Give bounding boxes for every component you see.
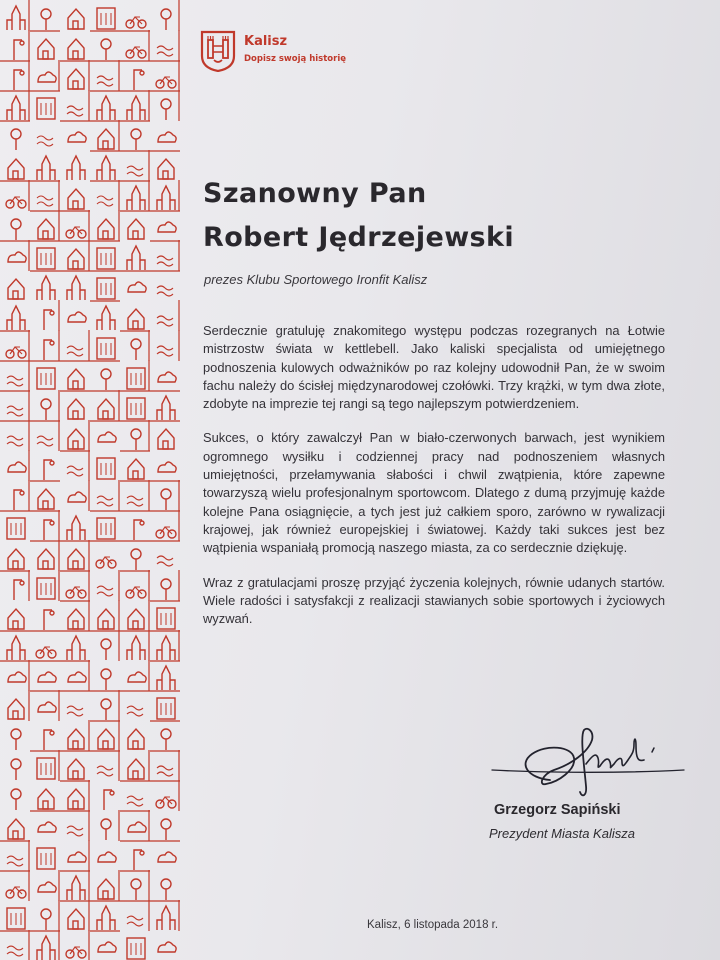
city-name: Kalisz bbox=[244, 34, 288, 49]
city-pattern-border bbox=[0, 0, 188, 960]
place-and-date: Kalisz, 6 listopada 2018 r. bbox=[367, 919, 499, 931]
city-crest-icon bbox=[200, 30, 236, 72]
paragraph: Sukces, o który zawalczył Pan w biało-czerwonych barwach, jest wynikiem ogromnego wysiłku i codziennej pracy nad podnoszeniem własnych umiejętności, przełamywania słabości i chwil zwątpienia, które zapewne towarzyszą wielu profesjonalnym sportowcom. Dlatego z dumą przyjmuję każde kolejne Pana osiągnięcie, a tych jest już całkiem sporo, zarówno w rywalizacji krajowej, jak również europejskiej i światowej. Każdy taki sukces jest bez wątpienia wspaniałą promocją naszego miasta, za co serdecznie dziękuję. bbox=[203, 430, 665, 556]
signer-title: Prezydent Miasta Kalisza bbox=[489, 826, 635, 841]
recipient-role: prezes Klubu Sportowego Ironfit Kalisz bbox=[204, 272, 428, 287]
recipient-name: Robert Jędrzejewski bbox=[203, 222, 515, 253]
letter-body bbox=[203, 322, 665, 644]
paragraph: Serdecznie gratuluję znakomitego występu podczas rozegranych na Łotwie mistrzostw świata w kettlebell. Jako kaliski specjalista od umiejętnego podnoszenia kulowych odważników po raz kolejny udowodnił Pan, że w swoim fachu należy do ścisłej międzynarodowej czołówki. Trzy krążki, w tym dwa złote, zdobyte na imprezie tej rangi są tego najlepszym potwierdzeniem. bbox=[203, 323, 665, 412]
handwritten-signature bbox=[488, 712, 688, 802]
signer-name: Grzegorz Sapiński bbox=[494, 802, 621, 818]
salutation: Szanowny Pan bbox=[203, 178, 427, 209]
city-slogan: Dopisz swoją historię bbox=[244, 54, 347, 64]
city-logo bbox=[200, 30, 360, 74]
paragraph: Wraz z gratulacjami proszę przyjąć życzenia kolejnych, równie udanych startów. Wiele radości i satysfakcji z realizacji stawianych sobie sportowych i życiowych wyzwań. bbox=[203, 574, 665, 627]
